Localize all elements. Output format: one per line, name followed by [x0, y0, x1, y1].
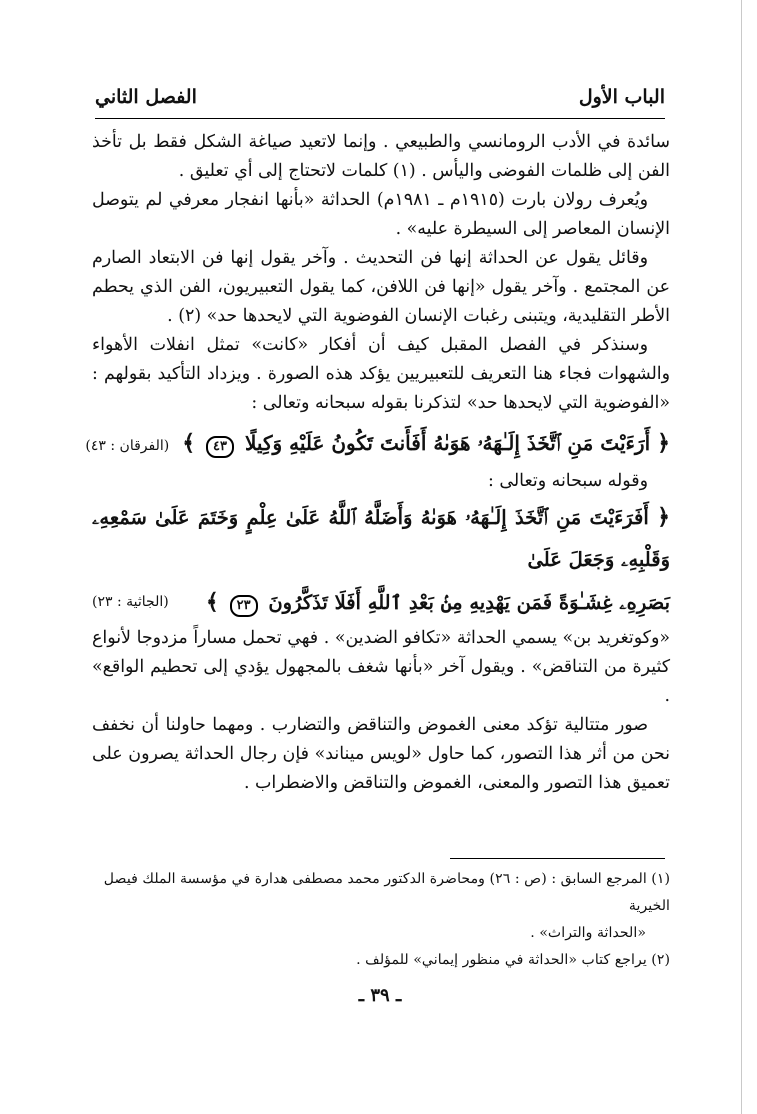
paragraph-1: سائدة في الأدب الرومانسي والطبيعي . وإنما لاتعيد صياغة الشكل فقط بل تأخذ الفن إلى ظلمات الفوضى واليأس . (١) كلمات لاتحتاج إلى أي تعليق .	[92, 132, 670, 181]
paragraph-5: وقوله سبحانه وتعالى :	[488, 471, 648, 491]
paragraph-7: صور متتالية تؤكد معنى الغموض والتناقض والتضارب . ومهما حاولنا أن نخفف نحن من أثر هذا التصور، كما حاول «لويس ميناند» فإن رجال الحداثة يصرون على تعميق هذا التصور والمعنى، الغموض والتناقض والاضطراب .	[92, 715, 670, 793]
header-rule	[95, 118, 665, 119]
page-header	[95, 86, 665, 116]
verse-open-bracket: ﴿	[657, 430, 670, 456]
verse-close-bracket: ﴾	[205, 589, 219, 615]
verse-reference: (الجاثية : ٢٣)	[92, 594, 169, 610]
footnote-1: (١) المرجع السابق : (ص : ٢٦) ومحاضرة الدكتور محمد مصطفى هدارة في مؤسسة الملك فيصل الخيرية	[103, 871, 670, 914]
page-edge-line	[741, 0, 742, 1114]
footnote-separator	[450, 858, 665, 859]
verse-line-2	[92, 581, 670, 624]
footnotes	[92, 866, 670, 974]
footnote-1-continuation: «الحداثة والتراث» .	[530, 925, 646, 941]
page-number: ـ ٣٩ ـ	[358, 985, 402, 1006]
footnote-2: (٢) يراجع كتاب «الحداثة في منظور إيماني» للمؤلف .	[356, 952, 670, 968]
paragraph-6: «وكوتغريد بن» يسمي الحداثة «تكافو الضدين» . فهي تحمل مساراً مزدوجا لأنواع كثيرة من التناقض» . ويقول آخر «بأنها شغف بالمجهول يؤدي إلى تحطيم الواقع» .	[92, 628, 670, 706]
paragraph-2: ويُعرف رولان بارت (١٩١٥م ـ ١٩٨١م) الحداثة «بأنها انفجار معرفي لم يتوصل الإنسان المعاصر إلى السيطرة عليه» .	[92, 190, 670, 239]
paragraph-4: وسنذكر في الفصل المقبل كيف أن أفكار «كانت» تمثل انفلات الأهواء والشهوات فجاء هنا التعريف للتعبيريين يؤكد هذه الصورة . ويزداد التأكيد بقولهم : «الفوضوية التي لايحدها حد» لتذكرنا بقوله سبحانه وتعالى :	[92, 335, 670, 413]
section-title: الفصل الثاني	[95, 86, 197, 108]
ayah-number-badge: ٤٣	[206, 436, 234, 458]
quran-verse-1	[85, 426, 670, 463]
chapter-title: الباب الأول	[578, 86, 665, 108]
quran-verse-2	[92, 496, 670, 624]
verse-reference: (الفرقان : ٤٣)	[85, 438, 170, 454]
paragraph-3: وقائل يقول عن الحداثة إنها فن التحديث . وآخر يقول إنها فن الابتعاد الصارم عن المجتمع . وآخر يقول «إنها فن اللافن، كما يقول التعبيريون، الفن الذي يحطم الأطر التقليدية، ويتبنى رغبات الإنسان الفوضوية التي لايحدها حد» (٢) .	[92, 248, 670, 326]
main-text	[85, 128, 670, 798]
verse-open-bracket: ﴿	[657, 504, 670, 530]
verse-close-bracket: ﴾	[182, 430, 196, 456]
verse-line-1	[92, 496, 670, 581]
verse-text: أَرَءَيْتَ مَنِ ٱتَّخَذَ إِلَـٰهَهُۥ هَوَىٰهُ أَفَأَنتَ تَكُونُ عَلَيْهِ وَكِيلًا	[244, 431, 651, 455]
verse-text-line-2: بَصَرِهِۦ غِشَـٰوَةً فَمَن يَهْدِيهِ مِنۢ بَعْدِ ٱللَّهِ أَفَلَا تَذَكَّرُونَ	[268, 591, 670, 614]
ayah-number-badge: ٢٣	[230, 595, 258, 617]
verse-text-line-1: أَفَرَءَيْتَ مَنِ ٱتَّخَذَ إِلَـٰهَهُۥ هَوَىٰهُ وَأَضَلَّهُ ٱللَّهُ عَلَىٰ عِلْمٍ وَخَتَمَ عَلَىٰ سَمْعِهِۦ وَقَلْبِهِۦ وَجَعَلَ عَلَىٰ	[92, 506, 670, 571]
